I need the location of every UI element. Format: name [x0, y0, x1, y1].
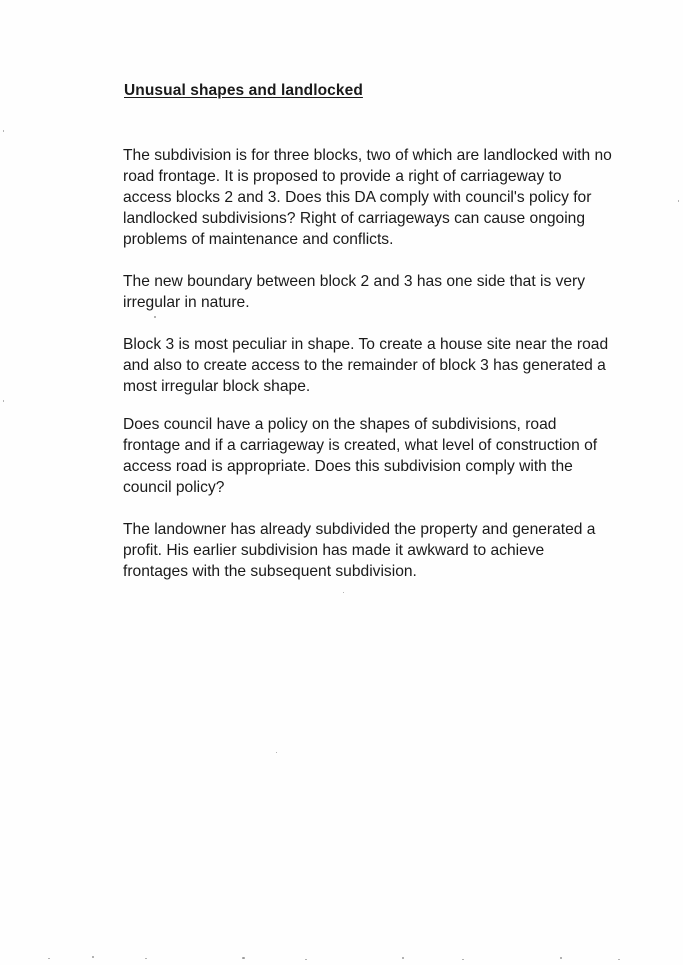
- scan-speck: [48, 958, 50, 959]
- paragraph-council-policy: Does council have a policy on the shapes of subdivisions, road frontage and if a carriageway is created, what level of construction of access road is appropriate. Does this subdivision comply with the council policy?: [123, 416, 598, 496]
- scan-speck: [618, 959, 620, 960]
- scan-speck: [242, 957, 245, 959]
- scan-speck: [276, 752, 277, 753]
- scan-speck: [678, 200, 679, 202]
- scan-speck: [402, 957, 404, 959]
- paragraph-landowner-profit: The landowner has already subdivided the property and generated a profit. His earlier subdivision has made it awkward to achieve frontages with the subsequent subdivision.: [123, 521, 596, 580]
- scan-speck: [92, 956, 94, 958]
- paragraph-block-3-shape: Block 3 is most peculiar in shape. To create a house site near the road and also to create access to the remainder of block 3 has generated a most irregular block shape.: [123, 336, 609, 395]
- scan-speck: [560, 957, 562, 959]
- scan-speck: [462, 959, 464, 960]
- page-heading: Unusual shapes and landlocked: [124, 82, 363, 99]
- scan-speck: [343, 592, 344, 593]
- scan-speck: [3, 400, 4, 402]
- paragraph-boundary: The new boundary between block 2 and 3 has one side that is very irregular in nature.: [123, 273, 586, 311]
- scan-speck: [154, 316, 156, 318]
- paragraph-landlocked-blocks: The subdivision is for three blocks, two of which are landlocked with no road frontage. It is proposed to provide a right of carriageway to access blocks 2 and 3. Does this DA comply with council's policy for landlocked subdivisions? Right of carriageways can cause ongoing problems of maintenance and conflicts.: [123, 147, 612, 248]
- scan-speck: [145, 958, 147, 959]
- scan-speck: [305, 959, 307, 960]
- scan-speck: [3, 130, 4, 132]
